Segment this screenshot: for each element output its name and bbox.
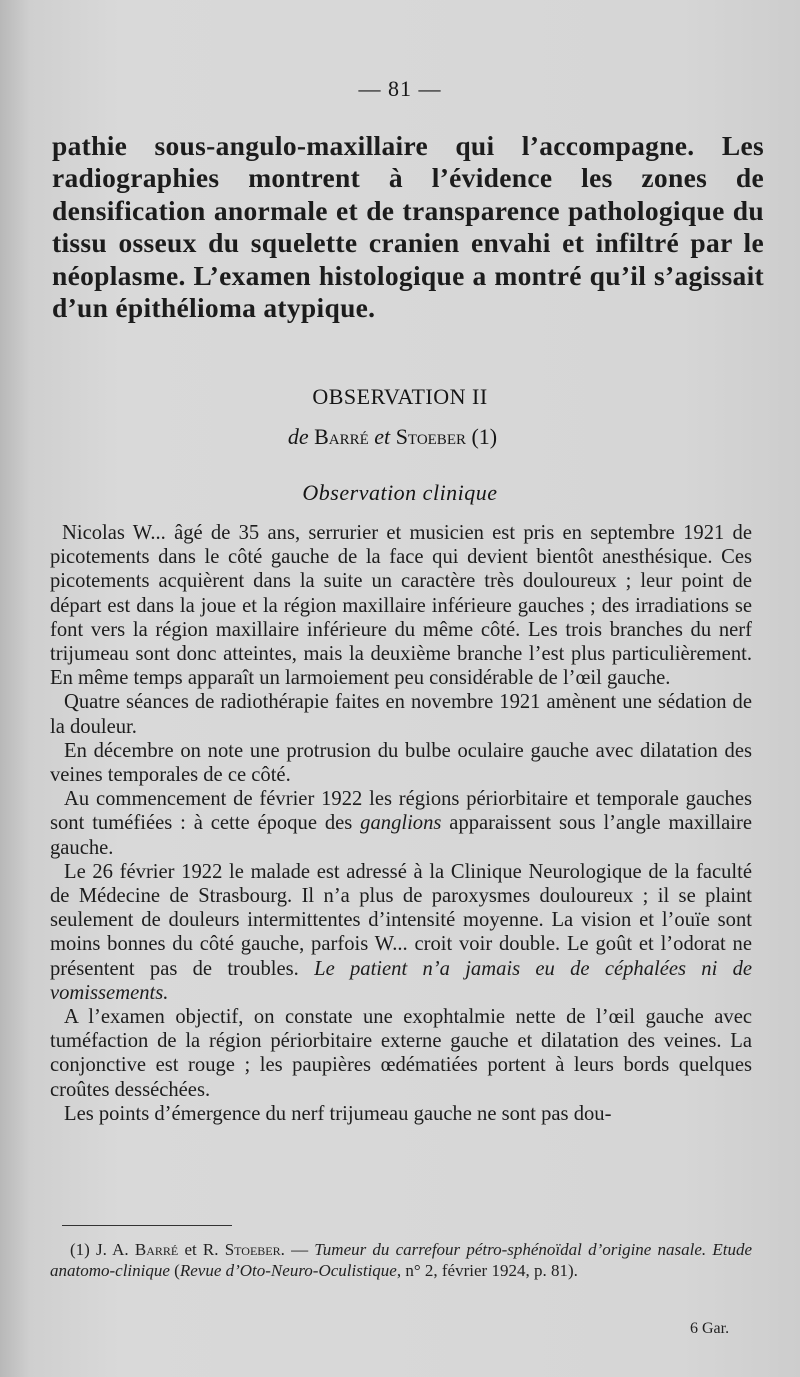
- observation-subtitle: Observation clinique: [302, 480, 498, 505]
- signature-mark: 6 Gar.: [690, 1320, 730, 1337]
- paragraph-5-text: Le 26 février 1922 le malade est adressé à la Clinique Neurologique de la faculté de Médecine de Strasbourg. Il n’a plus de paroxysmes douloureux ; il se plaint seulement de douleurs intermittentes d’intensité moyenne. La vision et l’ouïe sont moins bonnes du côté gauche, parfois W... croit voir double. Le goût et l’odorat ne présentent pas de troubles.: [50, 860, 752, 980]
- footnote-rule: [62, 1225, 232, 1226]
- paragraph-4-italic: ganglions: [360, 812, 442, 835]
- footnote-journal: Revue d’Oto-Neuro-Oculistique: [179, 1260, 397, 1280]
- paragraph-5: [50, 860, 752, 1005]
- authors-prefix: de: [287, 424, 309, 449]
- footnote: [50, 1240, 752, 1281]
- paragraph-2: Quatre séances de radiothérapie faites en novembre 1921 amènent une sédation de la douleur.: [50, 691, 752, 738]
- authors-conjunction: et: [374, 424, 391, 449]
- footnote-initial-2: R.: [202, 1240, 219, 1259]
- paragraph-1: Nicolas W... âgé de 35 ans, serrurier et musicien est pris en septembre 1921 de picotements dans le côté gauche de la face qui devient bientôt anesthésique. Ces picotements acquièrent dans la suite un caractère très douloureux ; leur point de départ est dans la joue et la région maxillaire inférieure gauches ; des irradiations se font vers la région maxillaire inférieure du même côté. Les trois branches du nerf trijumeau sont donc atteintes, mais la deuxième branche l’est plus particulièrement. En même temps apparaît un larmoiement peu considérable de l’œil gauche.: [50, 522, 752, 690]
- body-text: [50, 521, 752, 1126]
- paragraph-7: Les points d’émergence du nerf trijumeau gauche ne sont pas dou-: [64, 1102, 612, 1125]
- footnote-rest: , n° 2, février 1924, p. 81).: [396, 1260, 578, 1280]
- paragraph-4-text-a: Au commencement de février 1922 les régions périorbitaire et temporale gauches sont tuméfiées : à cette époque des: [50, 788, 752, 835]
- paragraph-5-italic: Le patient n’a jamais eu de céphalées ni de vomissements.: [50, 957, 753, 1004]
- footnote-conj: et: [184, 1240, 197, 1259]
- paragraph-4-text-b: apparaissent sous l’angle maxillaire gauche.: [50, 812, 752, 859]
- author-stoeber: Stoeber: [395, 424, 466, 449]
- footnote-name-1: Barré: [134, 1240, 179, 1259]
- observation-authors: [0, 424, 785, 450]
- footnote-reference: (1): [471, 424, 498, 449]
- page-number: — 81 —: [358, 76, 442, 101]
- paragraph-3: En décembre on note une protrusion du bulbe oculaire gauche avec dilatation des veines temporales de ce côté.: [50, 739, 752, 787]
- lead-paragraph-block: [52, 130, 764, 324]
- footnote-dash: —: [291, 1240, 309, 1259]
- footnote-text: [50, 1240, 752, 1281]
- footnote-title: Tumeur du carrefour pétro-sphénoïdal d’origine nasale. Etude anatomo-clinique: [50, 1240, 753, 1280]
- footnote-name-2: Stoeber.: [224, 1240, 285, 1259]
- footnote-initial-1: J. A.: [96, 1240, 129, 1259]
- footnote-marker: (1): [70, 1240, 90, 1259]
- footnote-journal-open: (: [174, 1260, 180, 1280]
- author-barre: Barré: [314, 424, 369, 449]
- lead-paragraph: pathie sous-angulo-maxillaire qui l’accompagne. Les radiographies montrent à l’évidence les zones de densification anormale et de transparence pathologique du tissu osseux du squelette cranien envahi et infiltré par le néoplasme. L’examen histologique a montré qu’il s’agissait d’un épithélioma atypique.: [52, 130, 764, 324]
- paragraph-4: [50, 787, 752, 860]
- paragraph-6: A l’examen objectif, on constate une exophtalmie nette de l’œil gauche avec tuméfaction de la région périorbitaire externe gauche et dilatation des veines. La conjonctive est rouge ; les paupières œdématiées portent à leurs bords quelques croûtes desséchées.: [50, 1006, 752, 1101]
- observation-title: OBSERVATION II: [312, 384, 488, 409]
